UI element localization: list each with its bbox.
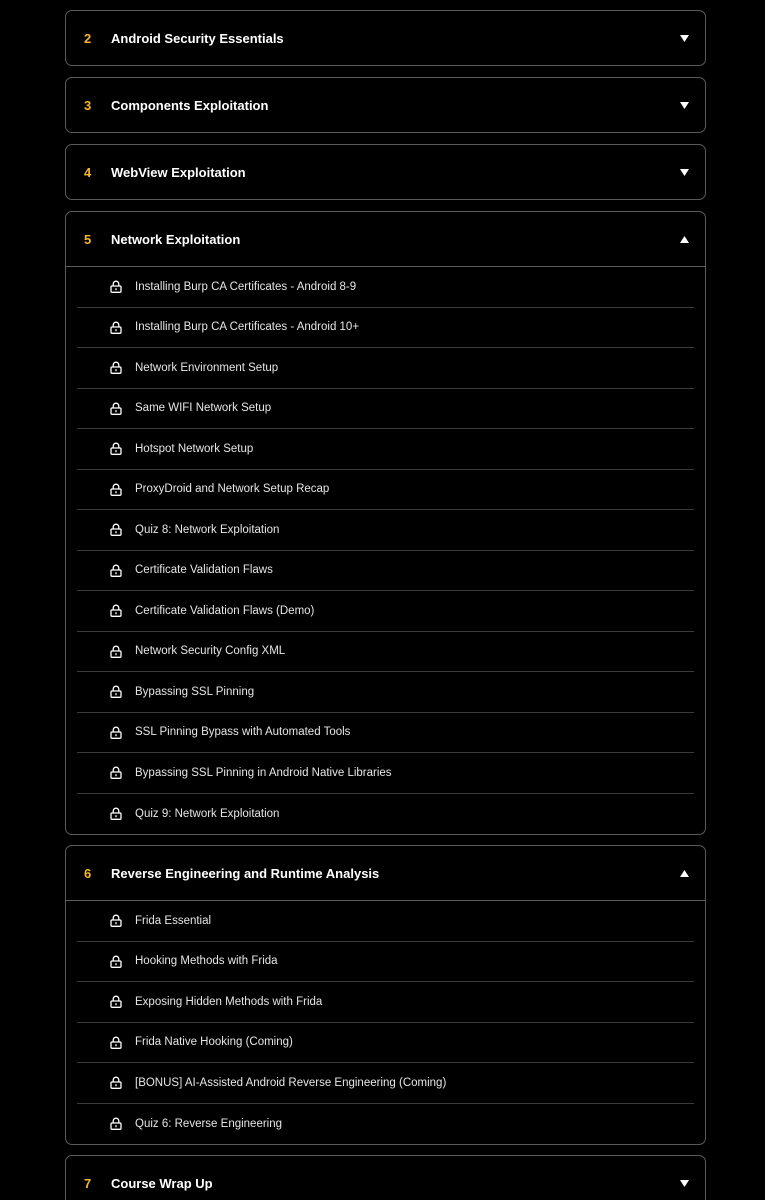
lesson-item[interactable] <box>77 308 694 349</box>
lock-icon <box>110 726 122 739</box>
section-7 <box>65 1155 706 1200</box>
section-number: 2 <box>84 30 92 46</box>
lesson-title: Exposing Hidden Methods with Frida <box>135 995 323 1008</box>
section-2-header[interactable] <box>66 11 705 65</box>
section-number: 4 <box>84 164 92 180</box>
section-3-header[interactable] <box>66 78 705 132</box>
section-5-header[interactable] <box>66 212 705 266</box>
section-6-lessons <box>66 900 705 1144</box>
lesson-item[interactable] <box>77 591 694 632</box>
lesson-item[interactable] <box>77 632 694 673</box>
lesson-title: Installing Burp CA Certificates - Android 8-9 <box>135 280 357 293</box>
caret-down-icon[interactable] <box>679 100 689 110</box>
lock-icon <box>110 564 122 577</box>
lock-icon <box>110 1036 122 1049</box>
section-6-header[interactable] <box>66 846 705 900</box>
caret-down-icon[interactable] <box>679 1178 689 1188</box>
lesson-title: Hotspot Network Setup <box>135 442 254 455</box>
lock-icon <box>110 483 122 496</box>
section-number: 6 <box>84 865 92 881</box>
lesson-item[interactable] <box>77 551 694 592</box>
lesson-title: Bypassing SSL Pinning <box>135 685 255 698</box>
lesson-title: Certificate Validation Flaws <box>135 564 273 577</box>
lesson-title: SSL Pinning Bypass with Automated Tools <box>135 726 351 739</box>
lock-icon <box>110 914 122 927</box>
caret-up-icon[interactable] <box>679 234 689 244</box>
lesson-title: Quiz 9: Network Exploitation <box>135 807 280 820</box>
lesson-title: Quiz 8: Network Exploitation <box>135 523 280 536</box>
lesson-title: Network Environment Setup <box>135 361 279 374</box>
section-title: Android Security Essentials <box>111 30 284 46</box>
lesson-title: Frida Essential <box>135 914 212 927</box>
lesson-item[interactable] <box>77 470 694 511</box>
lesson-item[interactable] <box>77 713 694 754</box>
lesson-title: Certificate Validation Flaws (Demo) <box>135 604 315 617</box>
lock-icon <box>110 807 122 820</box>
lesson-item[interactable] <box>77 753 694 794</box>
lesson-title: Same WIFI Network Setup <box>135 402 272 415</box>
lock-icon <box>110 604 122 617</box>
lesson-title: Quiz 6: Reverse Engineering <box>135 1117 283 1130</box>
section-title: WebView Exploitation <box>111 164 246 180</box>
lock-icon <box>110 1076 122 1089</box>
section-5 <box>65 211 706 835</box>
section-title: Network Exploitation <box>111 231 241 247</box>
section-title: Components Exploitation <box>111 97 269 113</box>
section-2 <box>65 10 706 66</box>
lesson-item[interactable] <box>77 794 694 835</box>
lesson-item[interactable] <box>77 348 694 389</box>
lesson-item[interactable] <box>77 982 694 1023</box>
section-4 <box>65 144 706 200</box>
lock-icon <box>110 523 122 536</box>
lesson-title: Frida Native Hooking (Coming) <box>135 1036 293 1049</box>
section-number: 5 <box>84 231 92 247</box>
section-5-lessons <box>66 266 705 834</box>
lesson-item[interactable] <box>77 429 694 470</box>
lesson-title: Bypassing SSL Pinning in Android Native Libraries <box>135 766 392 779</box>
lesson-title: Installing Burp CA Certificates - Android 10+ <box>135 321 360 334</box>
lesson-title: [BONUS] AI-Assisted Android Reverse Engineering (Coming) <box>135 1076 447 1089</box>
section-number: 3 <box>84 97 92 113</box>
section-title: Course Wrap Up <box>111 1175 213 1191</box>
lesson-title: Network Security Config XML <box>135 645 286 658</box>
lock-icon <box>110 1117 122 1130</box>
lesson-item[interactable] <box>77 672 694 713</box>
lock-icon <box>110 995 122 1008</box>
section-4-header[interactable] <box>66 145 705 199</box>
lock-icon <box>110 361 122 374</box>
section-number: 7 <box>84 1175 92 1191</box>
lesson-item[interactable] <box>77 510 694 551</box>
lock-icon <box>110 685 122 698</box>
caret-up-icon[interactable] <box>679 868 689 878</box>
section-3 <box>65 77 706 133</box>
lesson-item[interactable] <box>77 1063 694 1104</box>
section-title: Reverse Engineering and Runtime Analysis <box>111 865 380 881</box>
lesson-item[interactable] <box>77 1023 694 1064</box>
lesson-title: ProxyDroid and Network Setup Recap <box>135 483 330 496</box>
lock-icon <box>110 955 122 968</box>
lock-icon <box>110 442 122 455</box>
lock-icon <box>110 645 122 658</box>
lesson-item[interactable] <box>77 1104 694 1145</box>
section-7-header[interactable] <box>66 1156 705 1200</box>
lesson-item[interactable] <box>77 389 694 430</box>
caret-down-icon[interactable] <box>679 167 689 177</box>
caret-down-icon[interactable] <box>679 33 689 43</box>
lock-icon <box>110 402 122 415</box>
lesson-item[interactable] <box>77 267 694 308</box>
lesson-title: Hooking Methods with Frida <box>135 955 278 968</box>
lock-icon <box>110 321 122 334</box>
lock-icon <box>110 766 122 779</box>
section-6 <box>65 845 706 1145</box>
lesson-item[interactable] <box>77 942 694 983</box>
lesson-item[interactable] <box>77 901 694 942</box>
lock-icon <box>110 280 122 293</box>
